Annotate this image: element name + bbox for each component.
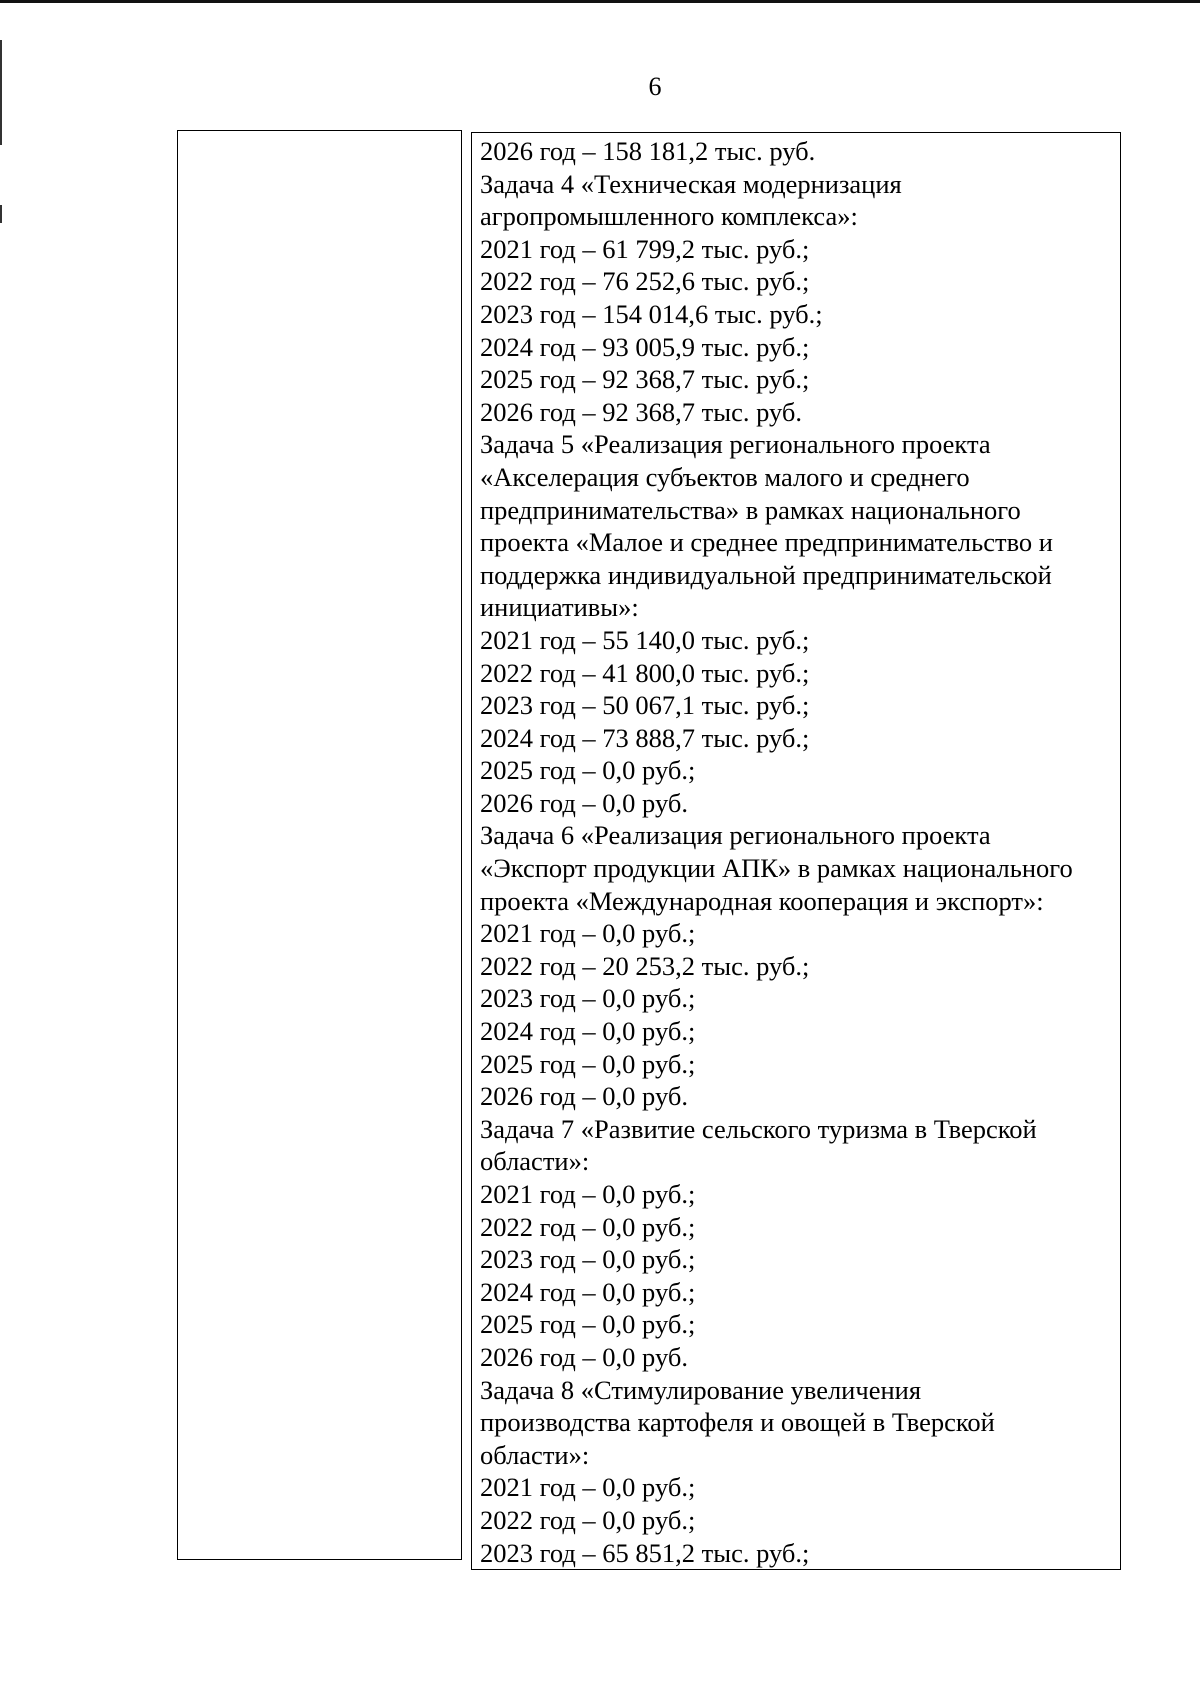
text-line: 2022 год – 41 800,0 тыс. руб.; [480,657,810,688]
text-line: 2026 год – 158 181,2 тыс. руб. [480,136,816,166]
text-line: 2023 год – 65 851,2 тыс. руб.; [480,1537,810,1568]
text-line: Задача 6 «Реализация регионального проекта [480,820,991,851]
text-line: производства картофеля и овощей в Тверской [480,1407,995,1438]
text-line: 2024 год – 0,0 руб.; [480,1276,696,1307]
text-line: 2022 год – 0,0 руб.; [480,1504,696,1535]
table-right-cell [471,132,1121,1570]
text-line: 2026 год – 0,0 руб. [480,787,688,818]
text-line: 2021 год – 0,0 руб.; [480,1179,696,1209]
text-line: 2023 год – 154 014,6 тыс. руб.; [480,298,823,329]
text-line: 2025 год – 0,0 руб.; [480,1048,696,1079]
page-number: 6 [648,72,662,101]
text-line: 2026 год – 92 368,7 тыс. руб. [480,396,802,427]
text-line: 2024 год – 0,0 руб.; [480,1016,696,1047]
text-line: области»: [480,1439,590,1470]
text-line: 2023 год – 0,0 руб.; [480,1244,696,1275]
text-line: 2026 год – 0,0 руб. [480,1081,688,1112]
text-line: 2021 год – 61 799,2 тыс. руб.; [480,233,810,264]
text-line: Задача 5 «Реализация регионального проекта [480,429,991,460]
top-border [0,0,1200,3]
funding-table [177,130,1124,1568]
text-line: 2024 год – 93 005,9 тыс. руб.; [480,331,810,362]
text-line: 2023 год – 50 067,1 тыс. руб.; [480,690,810,721]
text-line: 2025 год – 0,0 руб.; [480,1309,696,1340]
text-line: предпринимательства» в рамках национального [480,494,1021,525]
text-line: 2025 год – 0,0 руб.; [480,755,696,786]
text-line: области»: [480,1146,590,1177]
text-line: 2026 год – 0,0 руб. [480,1341,688,1372]
text-line: «Акселерация субъектов малого и среднего [480,461,970,492]
text-line: 2025 год – 92 368,7 тыс. руб.; [480,364,810,395]
text-line: 2022 год – 20 253,2 тыс. руб.; [480,950,810,981]
table-left-cell [177,130,462,1560]
text-line: «Экспорт продукции АПК» в рамках национального [480,853,1073,884]
text-line: 2021 год – 0,0 руб.; [480,918,696,949]
text-line: агропромышленного комплекса»: [480,201,858,232]
text-line: Задача 8 «Стимулирование увеличения [480,1374,922,1405]
text-line: поддержка индивидуальной предпринимательской [480,559,1052,590]
text-line: 2022 год – 76 252,6 тыс. руб.; [480,266,810,297]
text-line: проекта «Международная кооперация и экспорт»: [480,885,1044,916]
text-line: 2021 год – 0,0 руб.; [480,1472,696,1503]
text-line: инициативы»: [480,592,639,623]
text-line: 2023 год – 0,0 руб.; [480,983,696,1014]
text-line: 2024 год – 73 888,7 тыс. руб.; [480,722,810,753]
text-line: 2021 год – 55 140,0 тыс. руб.; [480,624,810,655]
text-line: Задача 4 «Техническая модернизация [480,168,902,199]
text-line: проекта «Малое и среднее предпринимательство и [480,527,1053,558]
text-line: Задача 7 «Развитие сельского туризма в Тверской [480,1113,1037,1144]
left-margin-mark [0,205,2,223]
text-line: 2022 год – 0,0 руб.; [480,1211,696,1242]
